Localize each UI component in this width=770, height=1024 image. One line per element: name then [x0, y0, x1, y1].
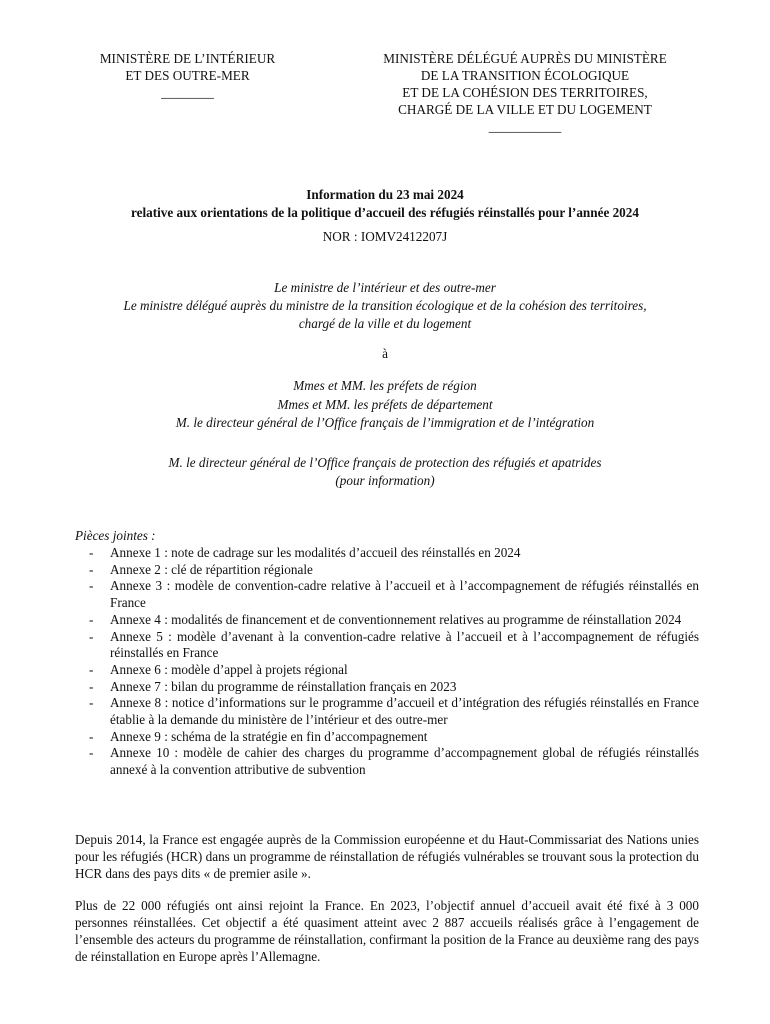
- author-line1: Le ministre de l’intérieur et des outre-mer: [274, 280, 496, 295]
- bullet-dash: -: [89, 661, 94, 677]
- recipients-info-block: [40, 454, 730, 490]
- authors-block: [40, 279, 730, 333]
- ministry-right-line4: CHARGÉ DE LA VILLE ET DU LOGEMENT: [398, 102, 652, 117]
- author-line3: chargé de la ville et du logement: [298, 316, 472, 331]
- list-item: [75, 562, 699, 579]
- recipient-line2: Mmes et MM. les préfets de département: [277, 396, 493, 412]
- list-item: [75, 612, 699, 629]
- list-item: [75, 545, 699, 562]
- ministry-header-left: [70, 50, 305, 101]
- ministry-right-rule: ___________: [488, 119, 562, 134]
- nor-reference: NOR : IOMV2412207J: [322, 229, 448, 244]
- recipient-line3: M. le directeur général de l’Office français de l’immigration et de l’intégration: [175, 415, 595, 430]
- recipients-block: [40, 377, 730, 433]
- author-line2: Le ministre délégué auprès du ministre de la transition écologique et de la cohésion des territoires,: [123, 298, 647, 313]
- addressee-preposition: à: [382, 346, 388, 361]
- list-item: [75, 662, 699, 679]
- body-paragraph-1: Depuis 2014, la France est engagée auprès de la Commission européenne et du Haut-Commissariat des Nations unies pour les réfugiés (HCR) dans un programme de réinstallation de réfugiés vulnérables se trouvant sous la protection du HCR dans des pays dits « de premier asile ».: [75, 832, 699, 881]
- list-item: [75, 729, 699, 746]
- list-item: [75, 745, 699, 778]
- attachments-title: Pièces jointes :: [75, 528, 156, 543]
- bullet-dash: -: [89, 561, 94, 577]
- annex-text: Annexe 1 : note de cadrage sur les modalités d’accueil des réinstallés en 2024: [110, 545, 521, 560]
- bullet-dash: -: [89, 745, 94, 761]
- bullet-dash: -: [89, 545, 94, 560]
- list-item: [75, 679, 699, 696]
- attachments-list: [75, 545, 699, 779]
- document-title: [40, 186, 730, 222]
- ministry-right-line1: MINISTÈRE DÉLÉGUÉ AUPRÈS DU MINISTÈRE: [383, 51, 667, 66]
- list-item: [75, 629, 699, 662]
- recipient-line1: Mmes et MM. les préfets de région: [293, 378, 477, 393]
- body-paragraph-2: Plus de 22 000 réfugiés ont ainsi rejoint la France. En 2023, l’objectif annuel d’accueil avait été fixé à 3 000 personnes réinstallées. Cet objectif a été quasiment atteint avec 2 887 accueils réalisés grâce à l’engagement de l’ensemble des acteurs du programme de réinstallation, confirmant la position de la France au deuxième rang des pays de réinstallation en Europe après l’Allemagne.: [75, 898, 699, 964]
- annex-text: Annexe 3 : modèle de convention-cadre relative à l’accueil et à l’accompagnement de réfugiés réinstallés en France: [110, 578, 699, 611]
- bullet-dash: -: [89, 628, 94, 644]
- ministry-right-line2: DE LA TRANSITION ÉCOLOGIQUE: [420, 68, 630, 83]
- ministry-left-rule: ________: [161, 85, 214, 100]
- title-line2: relative aux orientations de la politique d’accueil des réfugiés réinstallés pour l’année 2024: [131, 205, 639, 220]
- bullet-dash: -: [89, 578, 94, 594]
- list-item: [75, 695, 699, 728]
- annex-text: Annexe 5 : modèle d’avenant à la convention-cadre relative à l’accueil et à l’accompagnement de réfugiés réinstallés en France: [110, 628, 699, 661]
- annex-text: Annexe 6 : modèle d’appel à projets régional: [110, 661, 348, 677]
- bullet-dash: -: [89, 611, 94, 627]
- annex-text: Annexe 7 : bilan du programme de réinstallation français en 2023: [110, 678, 457, 694]
- ministry-right-line3: ET DE LA COHÉSION DES TERRITOIRES,: [402, 85, 648, 100]
- annex-text: Annexe 8 : notice d’informations sur le programme d’accueil et d’intégration des réfugiés réinstallés en France établie à la demande du ministère de l’intérieur et des outre-mer: [110, 695, 699, 728]
- annex-text: Annexe 4 : modalités de financement et de conventionnement relatives au programme de réinstallation 2024: [110, 611, 682, 627]
- ministry-left-line2: ET DES OUTRE-MER: [125, 68, 250, 83]
- bullet-dash: -: [89, 728, 94, 744]
- bullet-dash: -: [89, 678, 94, 694]
- title-line1: Information du 23 mai 2024: [306, 187, 464, 202]
- bullet-dash: -: [89, 695, 94, 711]
- list-item: [75, 578, 699, 611]
- annex-text: Annexe 2 : clé de répartition régionale: [110, 561, 313, 577]
- annex-text: Annexe 10 : modèle de cahier des charges du programme d’accompagnement global de réfugiés réinstallés annexé à la convention attributive de subvention: [110, 745, 699, 778]
- ministry-header-right: [350, 50, 700, 135]
- recipient-info-line1: M. le directeur général de l’Office français de protection des réfugiés et apatrides: [168, 455, 602, 470]
- ministry-left-line1: MINISTÈRE DE L’INTÉRIEUR: [99, 51, 276, 66]
- recipient-info-line2: (pour information): [335, 473, 435, 488]
- annex-text: Annexe 9 : schéma de la stratégie en fin d’accompagnement: [110, 728, 428, 744]
